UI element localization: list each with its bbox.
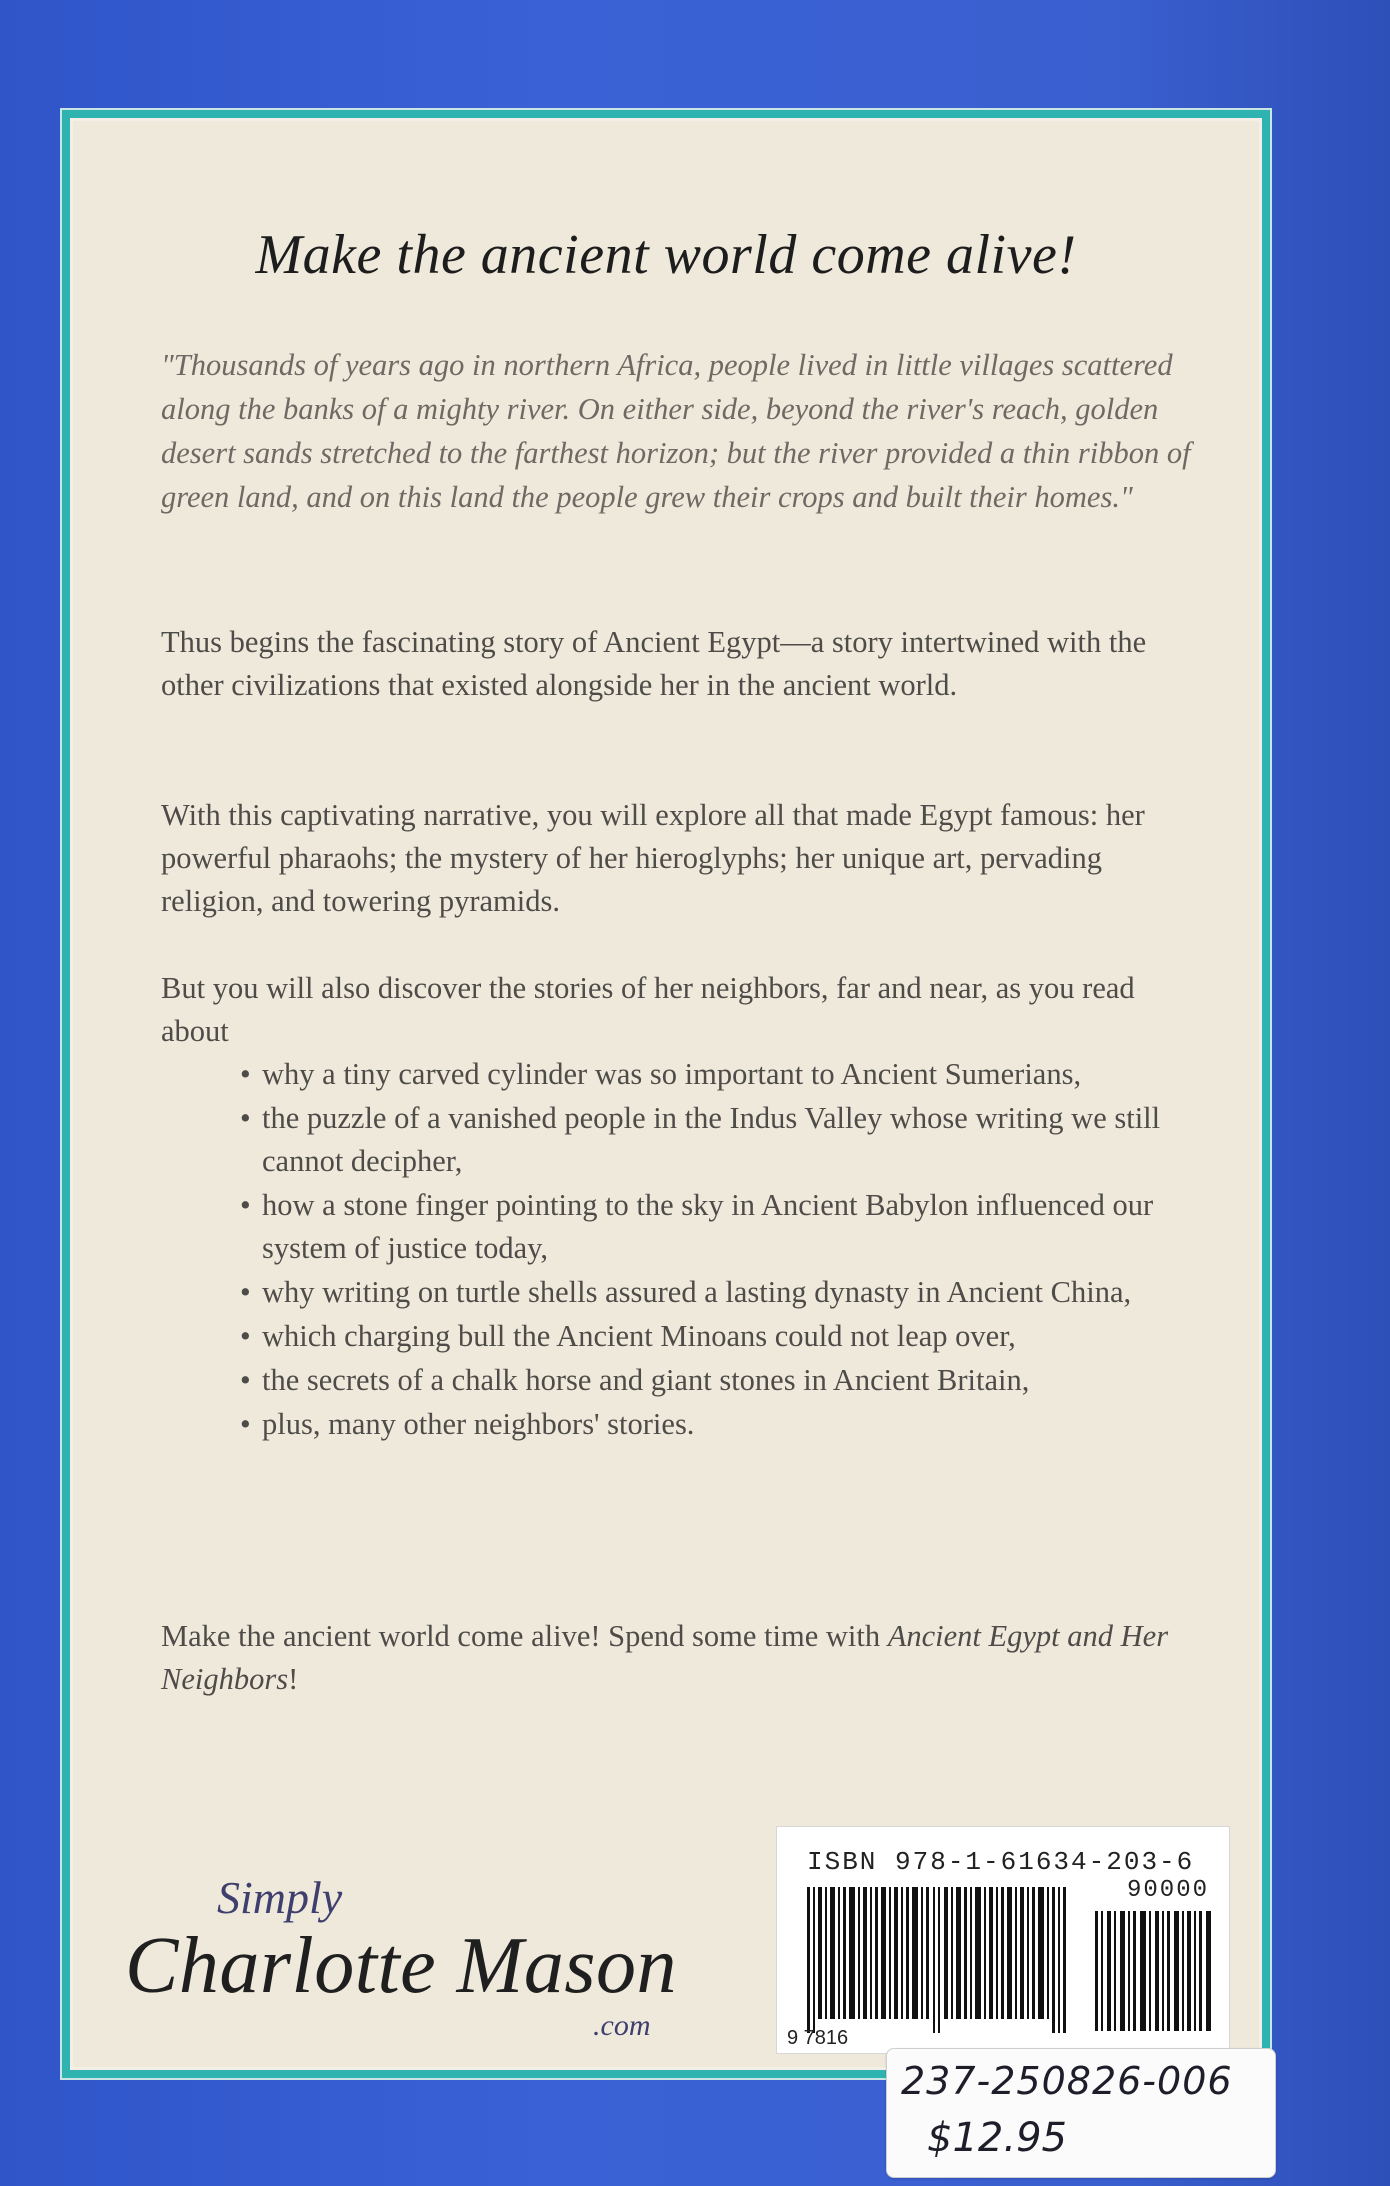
paragraph-egypt: With this captivating narrative, you will explore all that made Egypt famous: her powerful pharaohs; the mystery of her hieroglyphs; her unique art, pervading religion, and towering pyramids. [161,798,1145,918]
logo-dotcom: .com [593,2009,651,2042]
headline: Make the ancient world come alive! [255,224,1077,286]
list-item: • which charging bull the Ancient Minoans could not leap over, [240,1315,1200,1358]
list-item: • the puzzle of a vanished people in the Indus Valley whose writing we still cannot decipher, [240,1097,1200,1183]
barcode-digits: 9 7816 [787,2027,849,2049]
barcode-label [776,1826,1230,2054]
closing-paragraph [161,1615,1191,1701]
price-code: 90000 [1126,1877,1209,1904]
paragraph-intro: Thus begins the fascinating story of Ancient Egypt—a story intertwined with the other civilizations that existed alongside her in the ancient world. [161,625,1147,702]
paragraph-neighbors: But you will also discover the stories of her neighbors, far and near, as you read about [161,971,1135,1048]
text-panel [70,118,1262,2070]
isbn-text: ISBN 978-1-61634-203-6 [807,1847,1195,1877]
closing-lead: Make the ancient world come alive! Spend some time with [161,1619,888,1653]
opening-quote: "Thousands of years ago in northern Africa, people lived in little villages scattered along the banks of a mighty river. On either side, beyond the river's reach, golden desert sands stretched to the farthest horizon; but the river provided a thin ribbon of green land, and on this land the people grew their crops and built their homes." [161,348,1191,514]
logo-charlotte-mason: Charlotte Mason [125,1922,677,2010]
list-item: • plus, many other neighbors' stories. [240,1403,1200,1446]
list-item: • the secrets of a chalk horse and giant stones in Ancient Britain, [240,1359,1200,1402]
price-sticker [886,2048,1276,2178]
teal-border-frame [60,108,1272,2080]
closing-end: ! [288,1662,299,1696]
book-title: Ancient Egypt and Her Neighbors [161,1619,1169,1696]
list-item: • why writing on turtle shells assured a lasting dynasty in Ancient China, [240,1271,1200,1314]
barcode-addon-icon [1095,1911,1213,2031]
neighbors-list [240,1053,1200,1447]
list-item: • how a stone finger pointing to the sky in Ancient Babylon influenced our system of justice today, [240,1184,1200,1270]
logo-simply: Simply [217,1872,343,1923]
list-item: • why a tiny carved cylinder was so important to Ancient Sumerians, [240,1053,1200,1096]
sticker-price: $12.95 [927,2115,1067,2161]
barcode-main-icon [807,1887,1067,2033]
sticker-code: 237-250826-006 [901,2059,1233,2103]
